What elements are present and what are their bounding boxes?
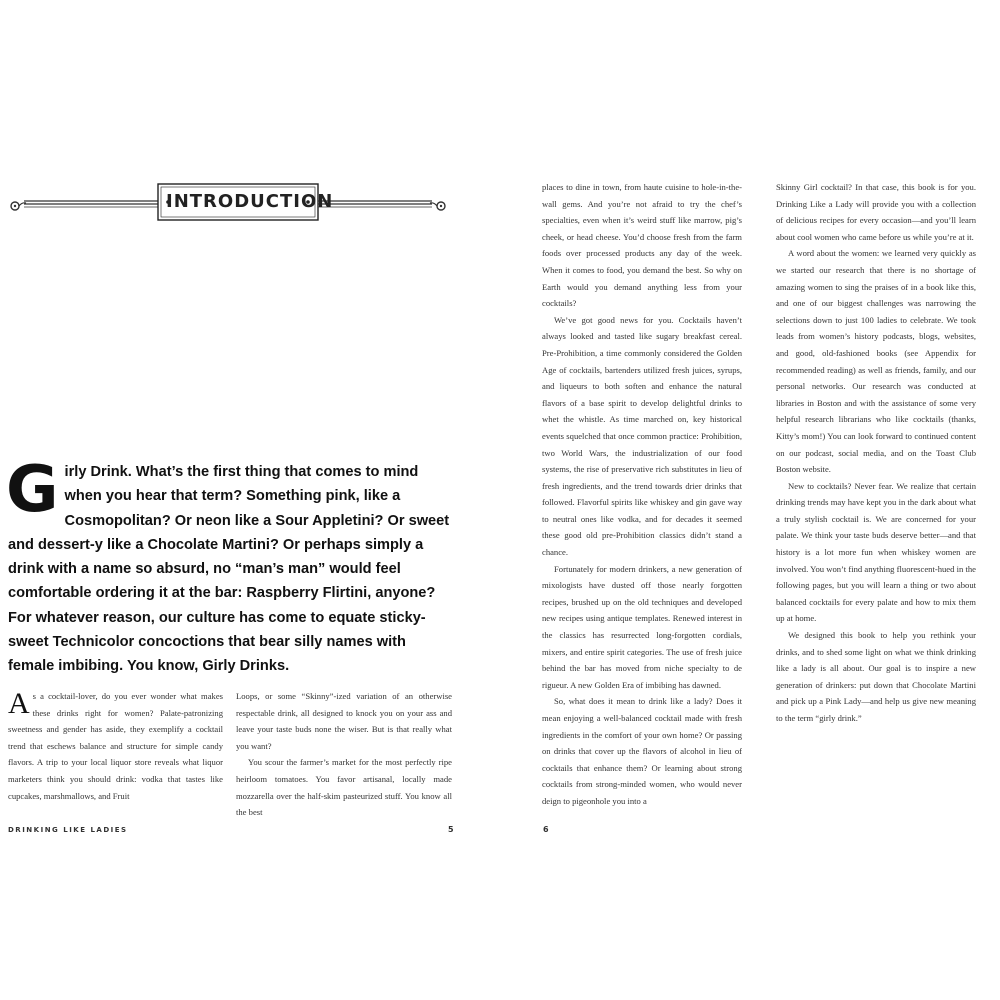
body-paragraph: We’ve got good news for you. Cocktails haven’t always looked and tasted like sugary breakfast cereal. Pre-Prohibition, a time commonly considered the Golden Age of cocktails, bartenders utilized fresh juices, syrups, and liqueurs to both soften and enhance the natural flavors of a base spirit to develop delightful drinks to whet the whistle. As time marched on, key historical events squelched that once common practice: Prohibition, two World Wars, the industrialization of our food systems, the rise of preservative rich substitutes in lieu of fresh ingredients, and the trend towards drier drinks that followed. Flavorful spirits like whiskey and gin gave way to neutral ones like vodka, and for decades it seemed these good old pre-Prohibition classics didn’t stand a chance. — [542, 314, 742, 558]
small-drop-cap: A — [8, 687, 30, 720]
lead-text: irly Drink. What’s the first thing that comes to mind when you hear that term? Something pink, like a Cosmopolitan? Or neon like a Sour Appletini? Or sweet and dessert-y like a Chocolate Martini? Or perhaps simply a drink with a name so absurd, no “man’s man” would feel comfortable ordering it at the bar: Raspberry Flirtini, anyone? For whatever reason, our culture has come to equate sticky-sweet Technicolor concoctions that bear silly names with female imbibing. You know, Girly Drinks. — [8, 464, 450, 675]
right-column-2 — [776, 179, 976, 727]
body-paragraph: Fortunately for modern drinkers, a new generation of mixologists have dusted off those nearly forgotten recipes, brushed up on the old techniques and developed new recipes using antique templates. Renewed interest in the classics has resurrected long-forgotten cordials, mixers, and entire spirit categories. The use of fresh juice behind the bar has moved from niche specialty to de rigueur. A new Golden Era of imbibing has dawned. — [542, 563, 742, 690]
right-page — [500, 0, 1000, 1000]
right-column-1 — [542, 179, 742, 810]
body-paragraph: New to cocktails? Never fear. We realize that certain drinking trends may have kept you in the dark about what a truly stylish cocktail is. We are concerned for your palate. We think your taste buds deserve better—and that history is a lot more fun when whiskey women are involved. You won’t find anything fluorescent-hued in the following pages, but you will learn a thing or two about balanced cocktails for every palate and how to mix them up at home. — [776, 480, 976, 624]
body-paragraph: So, what does it mean to drink like a lady? Does it mean enjoying a well-balanced cocktail made with fresh ingredients in the comfort of your own home? Or passing on drinks that cover up the flavors of alcohol in lieu of cocktails that enhance them? Or learning about strong cocktails from strong-minded women, who would never deign to pigeonhole you into a — [542, 696, 742, 806]
body-paragraph: A word about the women: we learned very quickly as we started our research that there is no shortage of amazing women to sing the praises of in a book like this, and one of our biggest challenges was narrowing the selections down to just 100 ladies to celebrate. We took leads from women’s history podcasts, blogs, websites, and good, old-fashioned books (see Appendix for recommended reading) as well as friends, family, and our personal networks. Our research was conducted at libraries in Boston and with the assistance of some very helpful research librarians who like cocktails (thanks, Kitty’s mom!) You can look forward to continued content on our podcast, social media, and on the Toast Club Boston website. — [776, 248, 976, 475]
drop-cap: G — [6, 453, 59, 527]
left-column-1 — [8, 688, 223, 804]
page-number-right: 6 — [543, 825, 549, 834]
body-paragraph: Skinny Girl cocktail? In that case, this book is for you. Drinking Like a Lady will provide you with a collection of delicious recipes for every occasion—and you’ll learn about cool women who came before us while you’re at it. — [776, 182, 976, 242]
page-number-left: 5 — [448, 825, 454, 834]
body-paragraph: Loops, or some “Skinny”-ized variation of an otherwise respectable drink, all designed to knock you on your ass and leave your taste buds none the wiser. But is that really what you want? — [236, 691, 452, 751]
chapter-title: INTRODUCTION — [166, 191, 334, 212]
body-paragraph: As a cocktail-lover, do you ever wonder what makes these drinks right for women? Palate-patronizing sweetness and gender has aside, they exemplify a cocktail trend that eschews balance and structure for simple candy flavors. A trip to your local liquor store reveals what liquor marketers think you should drink: vodka that tastes like cupcakes, marshmallows, and Fruit — [8, 687, 223, 801]
left-column-2 — [236, 688, 452, 821]
body-paragraph: You scour the farmer’s market for the most perfectly ripe heirloom tomatoes. You favor artisanal, locally made mozzarella over the half-skim pasteurized stuff. You know all the best — [236, 757, 452, 818]
running-head: DRINKING LIKE LADIES — [8, 826, 128, 834]
body-paragraph: places to dine in town, from haute cuisine to hole-in-the-wall gems. And you’re not afraid to try the chef’s specialties, even when it’s weird stuff like marrow, pig’s cheek, or head cheese. You’d choose fresh from the farm foods over processed products any day of the week. When it comes to food, you demand the best. So why on Earth would you demand anything less from your cocktails? — [542, 182, 742, 309]
chapter-header — [8, 180, 448, 224]
body-paragraph: We designed this book to help you rethink your drinks, and to shed some light on what we think drinking like a lady is all about. Our goal is to inspire a new generation of drinkers: put down that Chocolate Martini and pick up a Pink Lady—and help us give new meaning to the term “girly drink.” — [776, 630, 976, 723]
lead-paragraph — [6, 453, 450, 679]
